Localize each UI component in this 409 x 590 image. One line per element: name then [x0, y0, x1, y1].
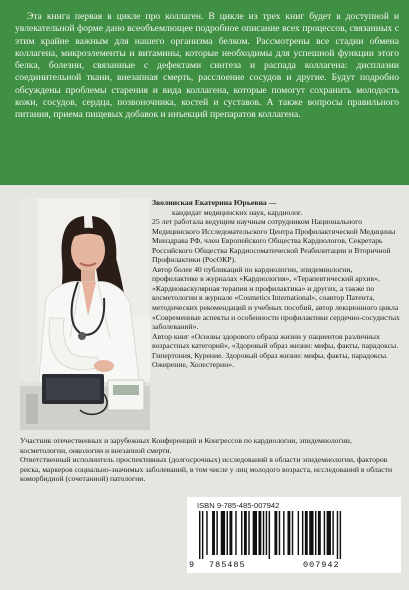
barcode-bar — [263, 511, 264, 555]
barcode-digits-right: 007942 — [303, 560, 340, 570]
barcode-bar — [221, 511, 225, 555]
author-research: Ответственный исполнитель проспективных (долгосрочных) исследований в области эпидемиологии, факторов риска, маркеров социально-значимых заболеваний, в том числе у лиц молодого возраста, исследований в области коморбидной (сочетанной) патологии. — [20, 455, 393, 484]
barcode-digit-first: 9 — [189, 560, 195, 570]
barcode-bar — [327, 511, 331, 555]
author-publications: Автор более 40 публикаций по кардиологии, эпидемиологии, профилактике в журналах «Кардиология», «Терапевтический архив», «Кардиоваскулярная терапия и профилактика» и других, а также по косметологии в журнале «Cosmetics International», соавтор Патента, методических рекомендаций и учебных пособий, автор лекционного цикла «Современные аспекты и особенности профилактики сердечно-сосудистых заболеваний». — [152, 264, 400, 332]
isbn-label: ISBN 9-785-485-007942 — [197, 501, 280, 510]
barcode-bar — [248, 511, 249, 555]
annotation-panel — [0, 0, 409, 185]
author-bio — [152, 198, 400, 370]
author-career: 25 лет работала ведущим научным сотрудником Национального Медицинского Исследовательского Центра Профилактической Медицины Минздрава РФ, член Европейского Общества Кардиологов, Секретарь Российского Общества Кардиосоматической Реабилитации и Вторичной Профилактики (РосОКР). — [152, 217, 396, 265]
isbn-barcode — [187, 497, 401, 573]
author-books: Автор книг «Основы здорового образа жизни у пациентов различных возрастных категорий», «Здоровый образ жизни: мифы, факты, парадоксы. Гипертония, Курение. Здоровый образ жизни: мифы, факты, парадоксы. Ожирение, Холестерин». — [152, 331, 399, 370]
barcode-bar — [212, 511, 215, 555]
barcode-bar — [302, 511, 303, 555]
barcode-bar — [241, 511, 242, 555]
barcode-bar — [269, 511, 270, 559]
barcode-bar — [227, 511, 228, 555]
annotation-text: Эта книга первая в цикле про коллаген. В цикле из трех книг будет в доступной и увлекательной форме дано всеобъемлющее подробное описание всех процессов, связанных с этим крайне важным для нашего организма белком. Рассмотрены все стадии обмена коллагена, микроэлементы и витамины, которые необходимы для успешной функции этого белка, болезни, связанные с дефектами синтеза и распада коллагена: дисплазии соединительной ткани, внезапная смерть, расслоение сосудов и другие. Будут подробно обсуждены проблемы старения и вида коллагена, которые помогут сохранить молодость кожи, сосудов, сердца, позвоночника, костей и суставов. А также вопросы правильного питания, приема пищевых добавок и инъекций препаратов коллагена. — [15, 11, 399, 121]
barcode-bar — [332, 511, 333, 555]
author-participation: Участник отечественных и зарубежных Конференций и Конгрессов по кардиологии, эпидемиологии, косметологии, онкологии и внезапной смерти. — [20, 436, 352, 455]
barcode-bar — [229, 511, 232, 555]
barcode-bar — [292, 511, 293, 555]
barcode-bar — [309, 511, 313, 555]
barcode-bar — [235, 511, 236, 555]
barcode-bar — [199, 511, 200, 559]
barcode-bar — [206, 511, 207, 555]
author-degree: кандидат медицинских наук, кардиолог. — [172, 207, 303, 217]
barcode-bar — [279, 511, 280, 555]
barcode-bar — [298, 511, 299, 555]
barcode-bar — [305, 511, 308, 555]
author-activities — [20, 436, 400, 484]
barcode-bar — [315, 511, 316, 555]
barcode-bar — [337, 511, 338, 559]
author-photo — [20, 198, 150, 430]
barcode-bar — [324, 511, 325, 555]
barcode-bar — [216, 511, 217, 555]
author-name: Зволинская Екатерина Юрьевна — [152, 198, 267, 207]
barcode-bar — [318, 511, 321, 555]
author-name-line — [152, 198, 400, 208]
barcode-bar — [266, 511, 267, 555]
barcode-bars — [197, 511, 395, 559]
author-name-dash: — — [266, 198, 277, 207]
barcode-bar — [253, 511, 257, 555]
barcode-bar — [287, 511, 290, 555]
barcode-bar — [340, 511, 341, 559]
barcode-bar — [283, 511, 284, 555]
barcode-digits-left: 785485 — [209, 560, 246, 570]
barcode-bar — [244, 511, 247, 555]
barcode-bar — [274, 511, 277, 555]
barcode-bar — [202, 511, 203, 559]
barcode-bar — [258, 511, 261, 555]
